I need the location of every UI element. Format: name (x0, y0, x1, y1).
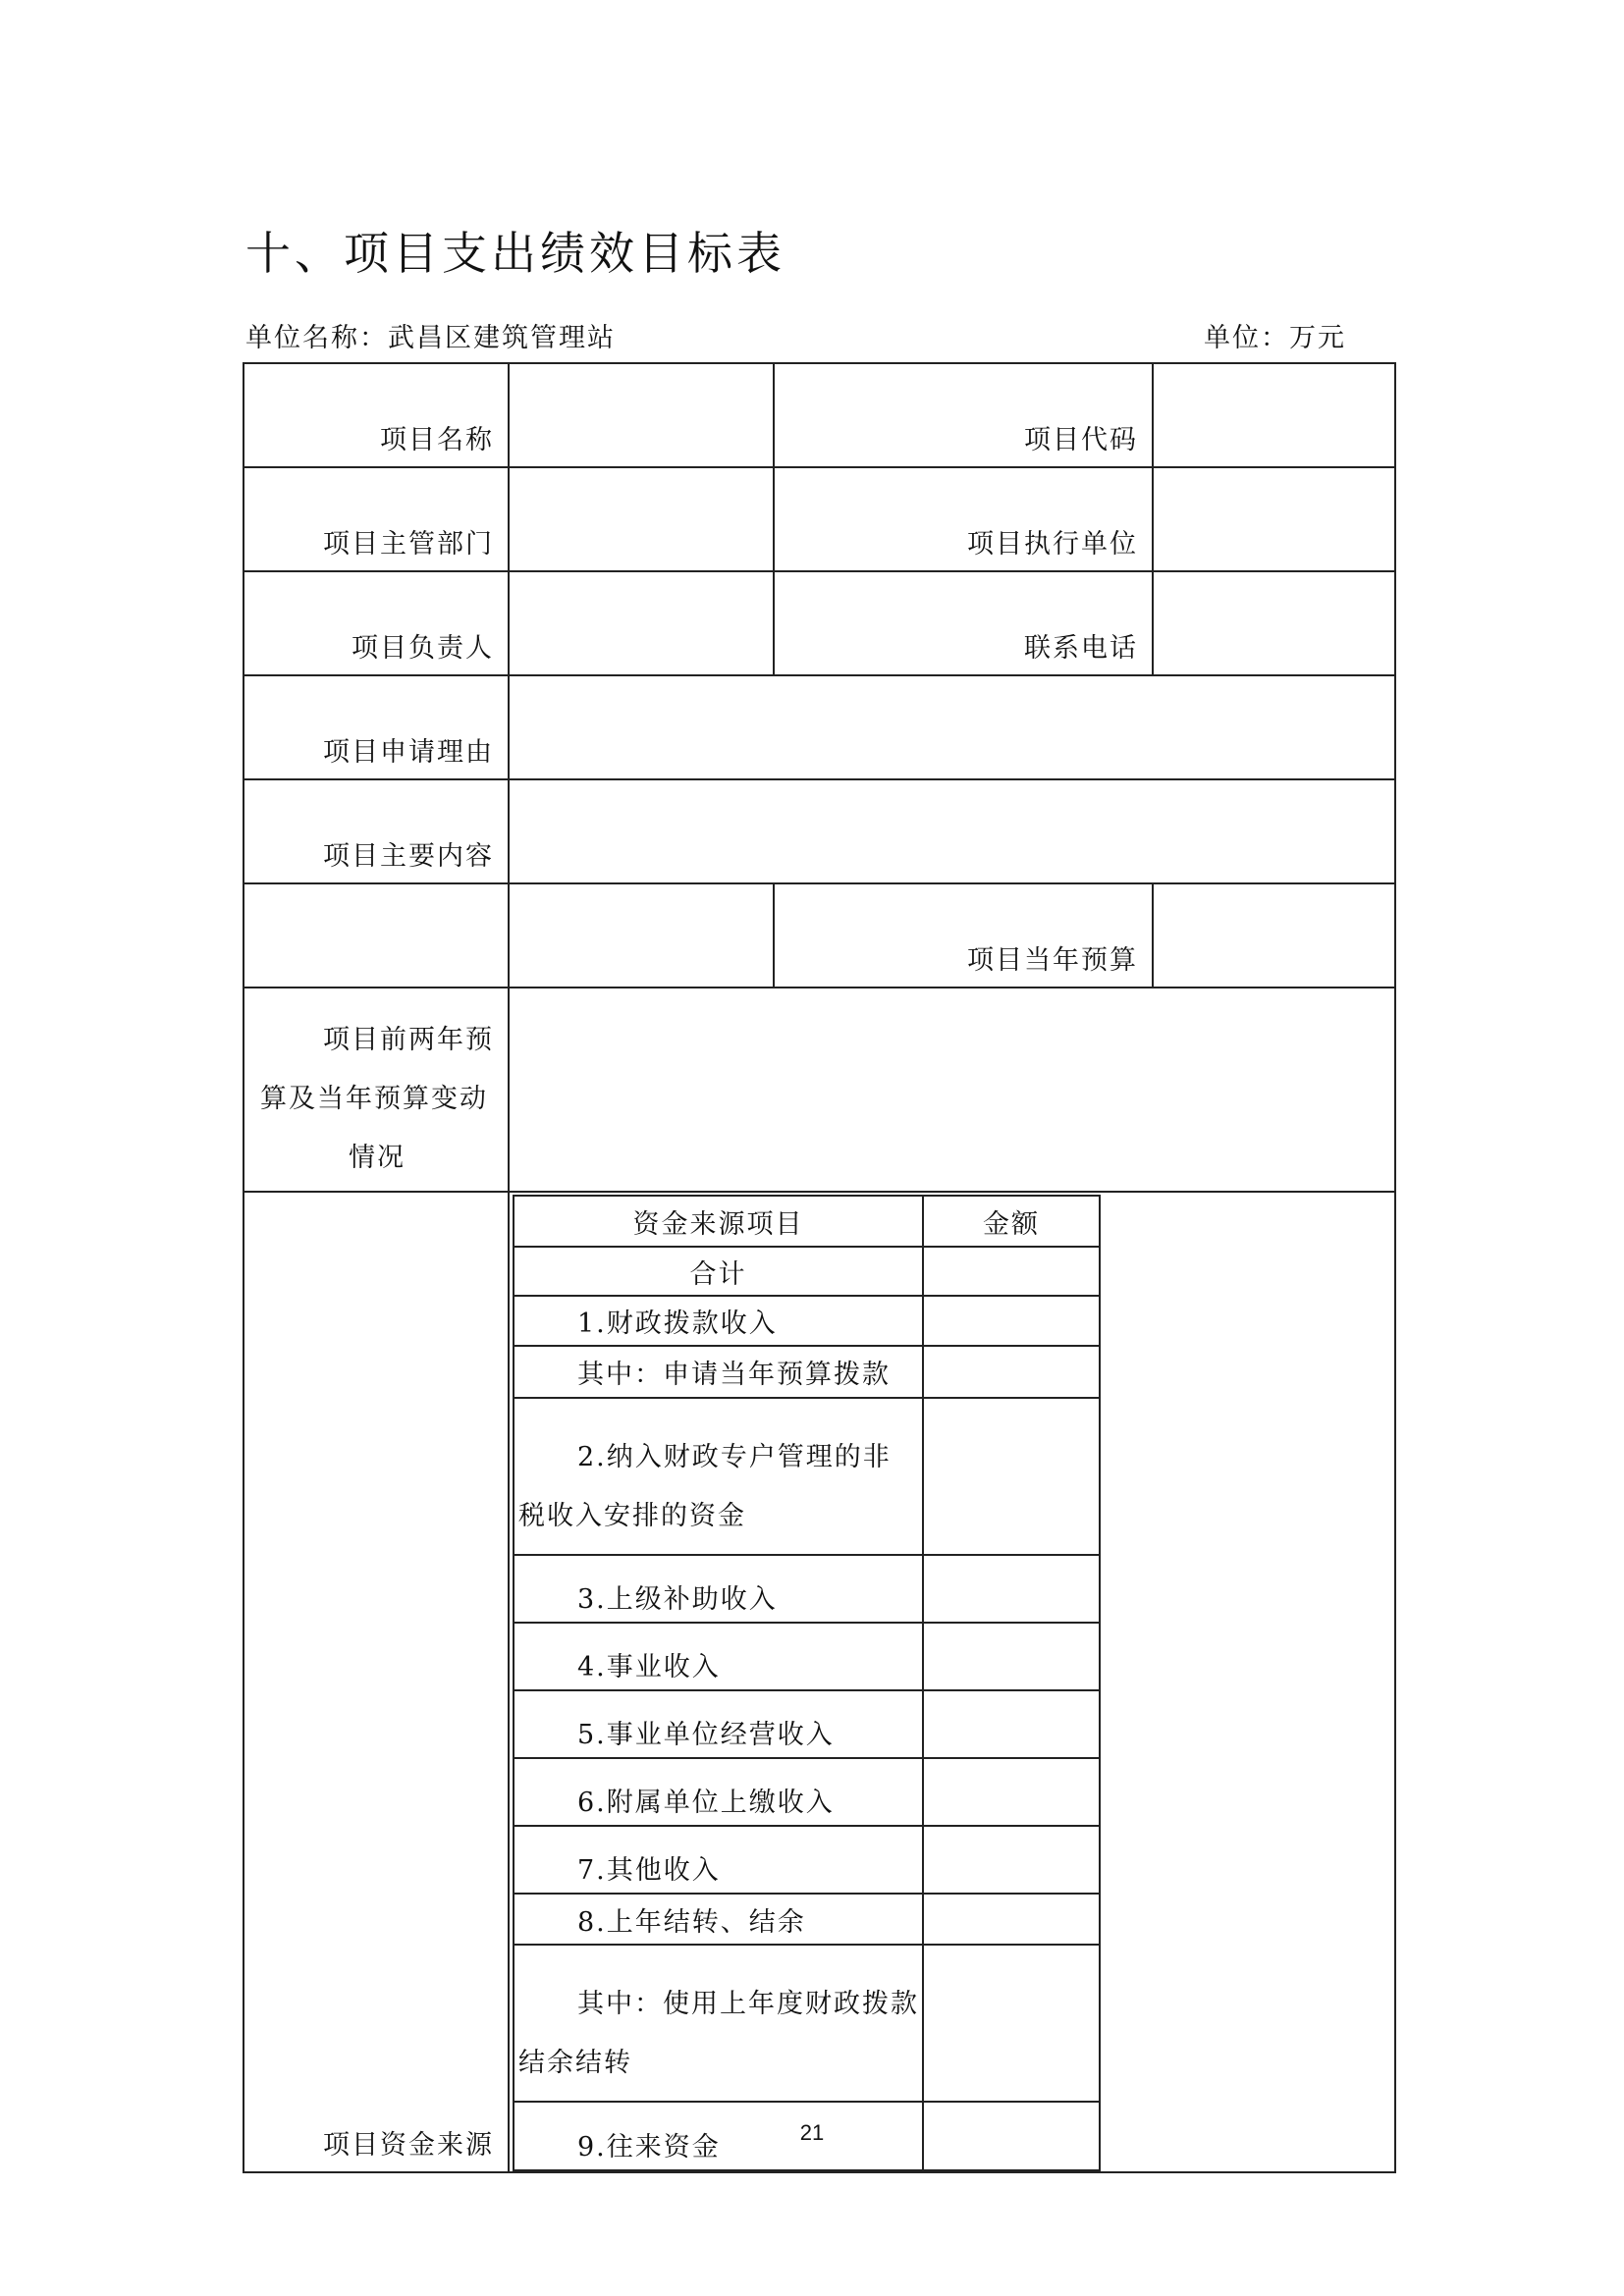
table-row (514, 1555, 1100, 1623)
fund-item-label-line1: 2.纳入财政专户管理的非 (577, 1442, 892, 1472)
fund-item-amount[interactable] (923, 1296, 1100, 1346)
main-content-label: 项目主要内容 (244, 779, 509, 883)
fund-total-amount[interactable] (923, 1247, 1100, 1296)
project-name-label: 项目名称 (244, 363, 509, 467)
application-reason-label: 项目申请理由 (244, 675, 509, 779)
person-in-charge-field[interactable] (509, 571, 774, 675)
phone-label: 联系电话 (774, 571, 1153, 675)
table-row (514, 1196, 1100, 1247)
phone-field[interactable] (1153, 571, 1395, 675)
table-row (514, 1623, 1100, 1690)
table-row (514, 1758, 1100, 1826)
project-code-label: 项目代码 (774, 363, 1153, 467)
budget-change-label-line3: 情况 (349, 1143, 406, 1173)
fund-total-label: 合计 (514, 1247, 923, 1296)
fund-item-amount[interactable] (923, 1894, 1100, 1945)
empty-cell (244, 883, 509, 988)
fund-item-label (514, 1398, 923, 1555)
executing-unit-label: 项目执行单位 (774, 467, 1153, 571)
project-code-field[interactable] (1153, 363, 1395, 467)
unit-label: 单位：万元 (1204, 323, 1346, 353)
current-budget-label: 项目当年预算 (774, 883, 1153, 988)
fund-source-cell (509, 1192, 1395, 2172)
table-row (514, 1346, 1100, 1398)
table-row (514, 1894, 1100, 1945)
budget-change-label-line2: 算及当年预算变动 (260, 1084, 488, 1114)
page-title: 十、项目支出绩效目标表 (245, 227, 785, 280)
current-budget-field[interactable] (1153, 883, 1395, 988)
fund-item-label: 5.事业单位经营收入 (514, 1690, 923, 1758)
fund-item-amount[interactable] (923, 1623, 1100, 1690)
table-row (244, 988, 1395, 1192)
table-row (244, 363, 1395, 467)
table-row (514, 1945, 1100, 2102)
fund-item-label-line2: 税收入安排的资金 (518, 1501, 746, 1531)
fund-item-label-line2: 结余结转 (518, 2048, 632, 2078)
unit-name: 单位名称：武昌区建筑管理站 (245, 323, 616, 353)
fund-header-amount: 金额 (923, 1196, 1100, 1247)
empty-field[interactable] (509, 883, 774, 988)
page-number: 21 (799, 2120, 825, 2145)
fund-source-label: 项目资金来源 (244, 1192, 509, 2172)
project-name-field[interactable] (509, 363, 774, 467)
fund-item-amount[interactable] (923, 1690, 1100, 1758)
fund-source-table (513, 1195, 1101, 2171)
fund-item-label: 8.上年结转、结余 (514, 1894, 923, 1945)
fund-item-label-line1: 其中：使用上年度财政拨款 (577, 1989, 919, 2019)
fund-item-label: 3.上级补助收入 (514, 1555, 923, 1623)
table-row (244, 779, 1395, 883)
fund-item-label (514, 1945, 923, 2102)
table-row (514, 1690, 1100, 1758)
supervising-dept-field[interactable] (509, 467, 774, 571)
fund-item-amount[interactable] (923, 1826, 1100, 1894)
fund-item-label: 4.事业收入 (514, 1623, 923, 1690)
table-row (244, 675, 1395, 779)
table-row (244, 467, 1395, 571)
fund-item-label: 9.往来资金 (514, 2102, 923, 2170)
executing-unit-field[interactable] (1153, 467, 1395, 571)
performance-target-table (243, 362, 1396, 2173)
budget-change-label-line1: 项目前两年预 (323, 1025, 494, 1055)
fund-item-label: 6.附属单位上缴收入 (514, 1758, 923, 1826)
fund-item-amount[interactable] (923, 1758, 1100, 1826)
person-in-charge-label: 项目负责人 (244, 571, 509, 675)
fund-header-item: 资金来源项目 (514, 1196, 923, 1247)
table-row (244, 1192, 1395, 2172)
table-row (514, 1247, 1100, 1296)
fund-item-label: 7.其他收入 (514, 1826, 923, 1894)
table-row (514, 1826, 1100, 1894)
fund-item-label: 其中：申请当年预算拨款 (514, 1346, 923, 1398)
table-row (244, 883, 1395, 988)
application-reason-field[interactable] (509, 675, 1395, 779)
budget-change-label (244, 988, 509, 1192)
main-content-field[interactable] (509, 779, 1395, 883)
fund-item-label: 1.财政拨款收入 (514, 1296, 923, 1346)
fund-item-amount[interactable] (923, 1555, 1100, 1623)
table-row (514, 1398, 1100, 1555)
fund-item-amount[interactable] (923, 1945, 1100, 2102)
table-row (514, 1296, 1100, 1346)
supervising-dept-label: 项目主管部门 (244, 467, 509, 571)
table-row (244, 571, 1395, 675)
fund-item-amount[interactable] (923, 1398, 1100, 1555)
budget-change-field[interactable] (509, 988, 1395, 1192)
fund-item-amount[interactable] (923, 1346, 1100, 1398)
